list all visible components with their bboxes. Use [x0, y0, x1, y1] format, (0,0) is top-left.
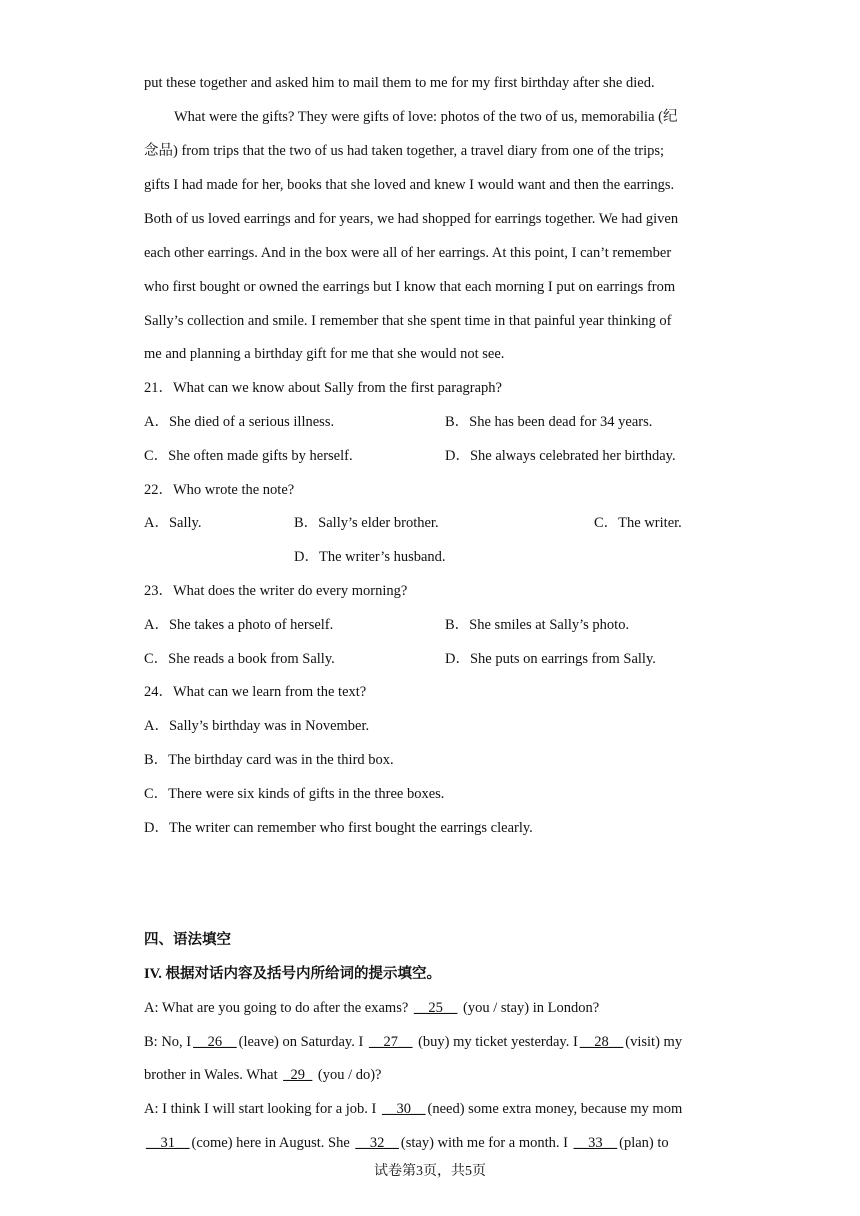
answer-option[interactable]: B．Sally’s elder brother. [294, 515, 439, 531]
passage-line: gifts I had made for her, books that she loved and knew I would want and then the earrings. [144, 177, 675, 193]
dialogue-line [144, 1100, 682, 1118]
blank-28[interactable]: __28__ [579, 1034, 624, 1050]
dialogue-text: A: What are you going to do after the exams? [144, 1000, 412, 1016]
blank-30[interactable]: __30__ [382, 1101, 426, 1117]
dialogue-text: (you / stay) in London? [459, 1000, 600, 1016]
passage-line: Both of us loved earrings and for years, we had shopped for earrings together. We had given [144, 211, 679, 227]
passage-line: 念品) from trips that the two of us had taken together, a travel diary from one of the trips; [144, 143, 665, 159]
section-heading: 四、语法填空 [144, 932, 231, 948]
question-stem: 23．What does the writer do every morning? [144, 583, 408, 599]
question-stem: 24．What can we learn from the text? [144, 684, 367, 700]
answer-option[interactable]: B．The birthday card was in the third box. [144, 752, 394, 768]
answer-option[interactable]: D．She puts on earrings from Sally. [445, 651, 656, 667]
blank-33[interactable]: __33__ [573, 1135, 618, 1151]
answer-option[interactable]: D．She always celebrated her birthday. [445, 448, 676, 464]
dialogue-text: (you / do)? [314, 1067, 382, 1083]
dialogue-line [144, 999, 599, 1017]
answer-option[interactable]: D．The writer’s husband. [294, 549, 446, 565]
answer-option[interactable]: A．She died of a serious illness. [144, 414, 335, 430]
dialogue-text: brother in Wales. What [144, 1067, 282, 1083]
passage-line: each other earrings. And in the box were all of her earrings. At this point, I can’t remember [144, 245, 672, 261]
answer-option[interactable]: C．There were six kinds of gifts in the three boxes. [144, 786, 445, 802]
passage-line: put these together and asked him to mail them to me for my first birthday after she died. [144, 75, 655, 91]
dialogue-text: (visit) my [625, 1034, 683, 1050]
passage-line: me and planning a birthday gift for me that she would not see. [144, 346, 505, 362]
blank-26[interactable]: __26__ [193, 1034, 237, 1050]
answer-option[interactable]: A．She takes a photo of herself. [144, 617, 334, 633]
dialogue-line [144, 1033, 682, 1051]
answer-option[interactable]: B．She smiles at Sally’s photo. [445, 617, 630, 633]
answer-option[interactable]: C．The writer. [594, 515, 682, 531]
dialogue-text: (stay) with me for a month. I [400, 1135, 572, 1151]
dialogue-text: (buy) my ticket yesterday. I [414, 1034, 578, 1050]
section-instruction: IV. 根据对话内容及括号内所给词的提示填空。 [144, 966, 441, 982]
blank-25[interactable]: __25__ [413, 1000, 458, 1016]
dialogue-line [144, 1134, 669, 1152]
passage-line: Sally’s collection and smile. I remember that she spent time in that painful year thinking of [144, 313, 672, 329]
dialogue-text: (come) here in August. She [191, 1135, 354, 1151]
answer-option[interactable]: C．She reads a book from Sally. [144, 651, 335, 667]
blank-31[interactable]: __31__ [146, 1135, 190, 1151]
answer-option[interactable]: D．The writer can remember who first bought the earrings clearly. [144, 820, 533, 836]
answer-option[interactable]: A．Sally’s birthday was in November. [144, 718, 370, 734]
dialogue-text: (plan) to [619, 1135, 669, 1151]
page-footer: 试卷第3页，共5页 [374, 1164, 486, 1179]
passage-line: What were the gifts? They were gifts of love: photos of the two of us, memorabilia (纪 [174, 109, 678, 125]
question-stem: 22．Who wrote the note? [144, 482, 295, 498]
dialogue-text: (need) some extra money, because my mom [427, 1101, 683, 1117]
dialogue-text: B: No, I [144, 1034, 192, 1050]
answer-option[interactable]: C．She often made gifts by herself. [144, 448, 353, 464]
dialogue-text: A: I think I will start looking for a job. I [144, 1101, 380, 1117]
dialogue-line [144, 1066, 381, 1084]
blank-32[interactable]: __32__ [355, 1135, 399, 1151]
blank-29[interactable]: _29_ [283, 1067, 313, 1083]
passage-line: who first bought or owned the earrings but I know that each morning I put on earrings from [144, 279, 676, 295]
dialogue-text: (leave) on Saturday. I [238, 1034, 367, 1050]
question-stem: 21．What can we know about Sally from the first paragraph? [144, 380, 502, 396]
answer-option[interactable]: B．She has been dead for 34 years. [445, 414, 653, 430]
blank-27[interactable]: __27__ [368, 1034, 413, 1050]
answer-option[interactable]: A．Sally. [144, 515, 202, 531]
